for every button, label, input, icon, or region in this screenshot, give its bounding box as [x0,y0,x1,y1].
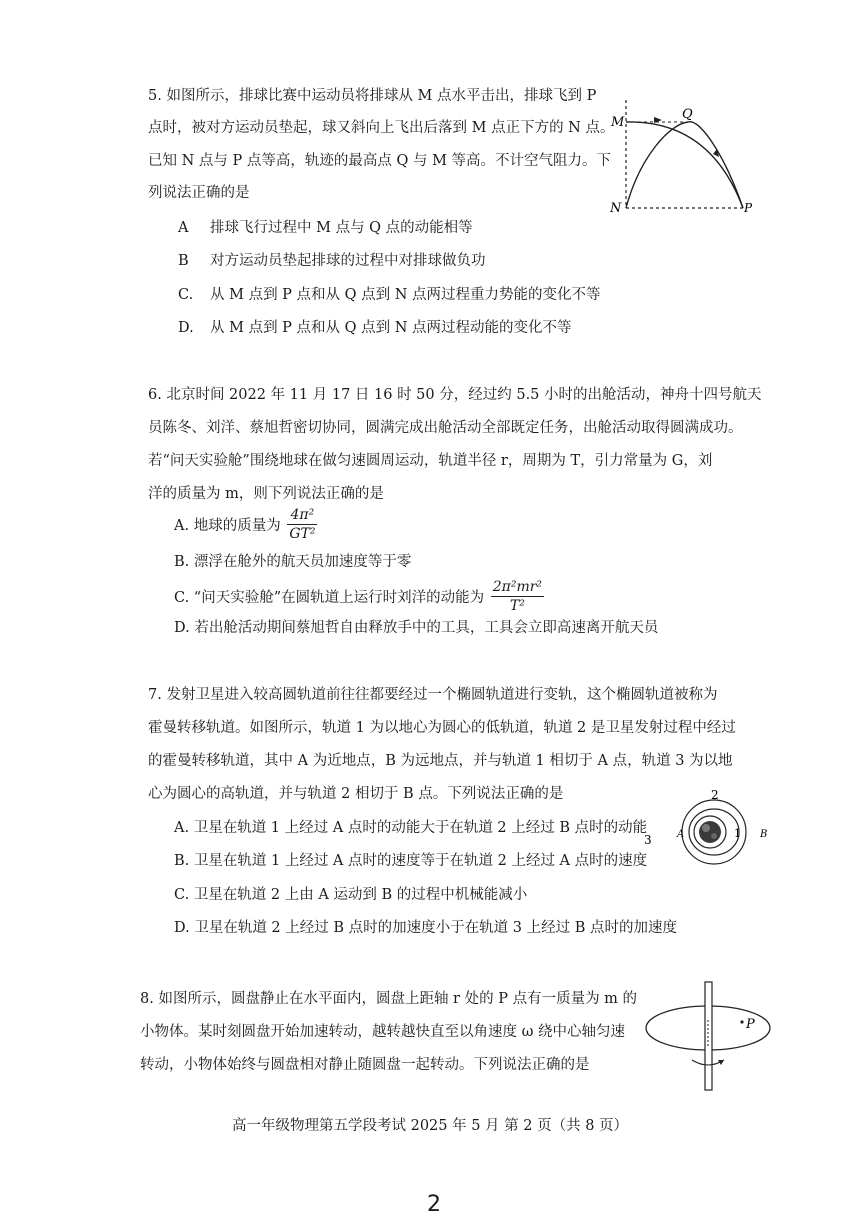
q7-option-a: A. 卫星在轨道 1 上经过 A 点时的动能大于在轨道 2 上经过 B 点时的动能 [174,820,648,836]
q6-option-b: B. 漂浮在舱外的航天员加速度等于零 [174,554,412,570]
q7-line-4: 心为圆心的高轨道，并与轨道 2 相切于 B 点。下列说法正确的是 [148,786,564,802]
point-a-label: A [677,829,685,840]
q5-option-c [178,285,601,305]
q6-line-1: 6. 北京时间 2022 年 11 月 17 日 16 时 50 分，经过约 5.5 小时的出舱活动，神舟十四号航天 [148,387,762,403]
label-p: P [744,201,753,215]
point-p-label: P [746,1017,755,1032]
q5-line-4: 列说法正确的是 [148,185,250,201]
earth-mass-fraction [287,506,317,543]
label-n: N [610,201,622,216]
q8-line-2: 小物体。某时刻圆盘开始加速转动，越转越快直至以角速度 ω 绕中心轴匀速 [140,1024,626,1040]
option-a-text: A. 地球的质量为 [174,518,281,534]
q7-line-3: 的霍曼转移轨道，其中 A 为近地点，B 为远地点，并与轨道 1 相切于 A 点，轨道 3 为以地 [148,753,733,769]
page-number: 2 [427,1192,441,1217]
option-letter: A [178,220,189,236]
kinetic-energy-fraction [491,578,544,615]
q6-line-4: 洋的质量为 m，则下列说法正确的是 [148,486,384,502]
rotating-disk-figure [640,978,780,1093]
q6-option-c [174,578,546,615]
orbit-2-label: 2 [711,788,719,802]
q6-option-a [174,506,319,543]
q7-line-1: 7. 发射卫星进入较高圆轨道前往往都要经过一个椭圆轨道进行变轨，这个椭圆轨道被称为 [148,687,718,703]
q5-option-d [178,318,572,338]
option-letter: C. [178,287,194,303]
option-c-text: C. “问天实验舱”在圆轨道上运行时刘洋的动能为 [174,590,485,606]
option-text: 排球飞行过程中 M 点与 Q 点的动能相等 [210,220,473,236]
fraction-denominator: GT² [289,526,316,542]
fraction-numerator: 2π²mr² [492,579,543,595]
option-letter: B [178,253,189,269]
q6-line-3: 若“问天实验舱”围绕地球在做匀速圆周运动，轨道半径 r，周期为 T，引力常量为 G，刘 [148,453,713,469]
orbit-1-label: 1 [734,827,741,840]
q5-line-1: 5. 如图所示，排球比赛中运动员将排球从 M 点水平击出，排球飞到 P [148,88,597,104]
fraction-denominator: T² [509,598,525,614]
q5-line-3: 已知 N 点与 P 点等高，轨迹的最高点 Q 与 M 等高。不计空气阻力。下 [148,153,612,169]
point-b-label: B [760,829,768,840]
option-text: 对方运动员垫起排球的过程中对排球做负功 [210,253,486,269]
q7-option-b: B. 卫星在轨道 1 上经过 A 点时的速度等于在轨道 2 上经过 A 点时的速度 [174,853,648,869]
option-text: 从 M 点到 P 点和从 Q 点到 N 点两过程动能的变化不等 [210,320,572,336]
option-letter: D. [178,320,194,336]
q7-option-d: D. 卫星在轨道 2 上经过 B 点时的加速度小于在轨道 3 上经过 B 点时的加速度 [174,920,677,936]
option-text: 从 M 点到 P 点和从 Q 点到 N 点两过程重力势能的变化不等 [210,287,601,303]
q8-line-3: 转动，小物体始终与圆盘相对静止随圆盘一起转动。下列说法正确的是 [140,1057,590,1073]
label-m: M [611,115,625,130]
q7-option-c: C. 卫星在轨道 2 上由 A 运动到 B 的过程中机械能减小 [174,887,528,903]
fraction-numerator: 4π² [287,506,317,525]
q5-option-b [178,251,486,271]
label-q: Q [682,107,693,122]
q6-line-2: 员陈冬、刘洋、蔡旭哲密切协同，圆满完成出舱活动全部既定任务，出舱活动取得圆满成功。 [148,420,743,436]
page-footer: 高一年级物理第五学段考试 2025 年 5 月 第 2 页（共 8 页） [232,1118,629,1134]
q5-option-a [178,218,473,238]
orbit-3-label: 3 [644,833,652,847]
q5-line-2: 点时，被对方运动员垫起，球又斜向上飞出后落到 M 点正下方的 N 点。 [148,120,615,136]
orbit-figure [636,782,776,877]
q8-line-1: 8. 如图所示，圆盘静止在水平面内，圆盘上距轴 r 处的 P 点有一质量为 m 的 [140,991,638,1007]
q6-option-d: D. 若出舱活动期间蔡旭哲自由释放手中的工具，工具会立即高速离开航天员 [174,620,659,636]
q7-line-2: 霍曼转移轨道。如图所示，轨道 1 为以地心为圆心的低轨道，轨道 2 是卫星发射过程中经过 [148,720,736,736]
volleyball-trajectory-figure [600,96,760,221]
